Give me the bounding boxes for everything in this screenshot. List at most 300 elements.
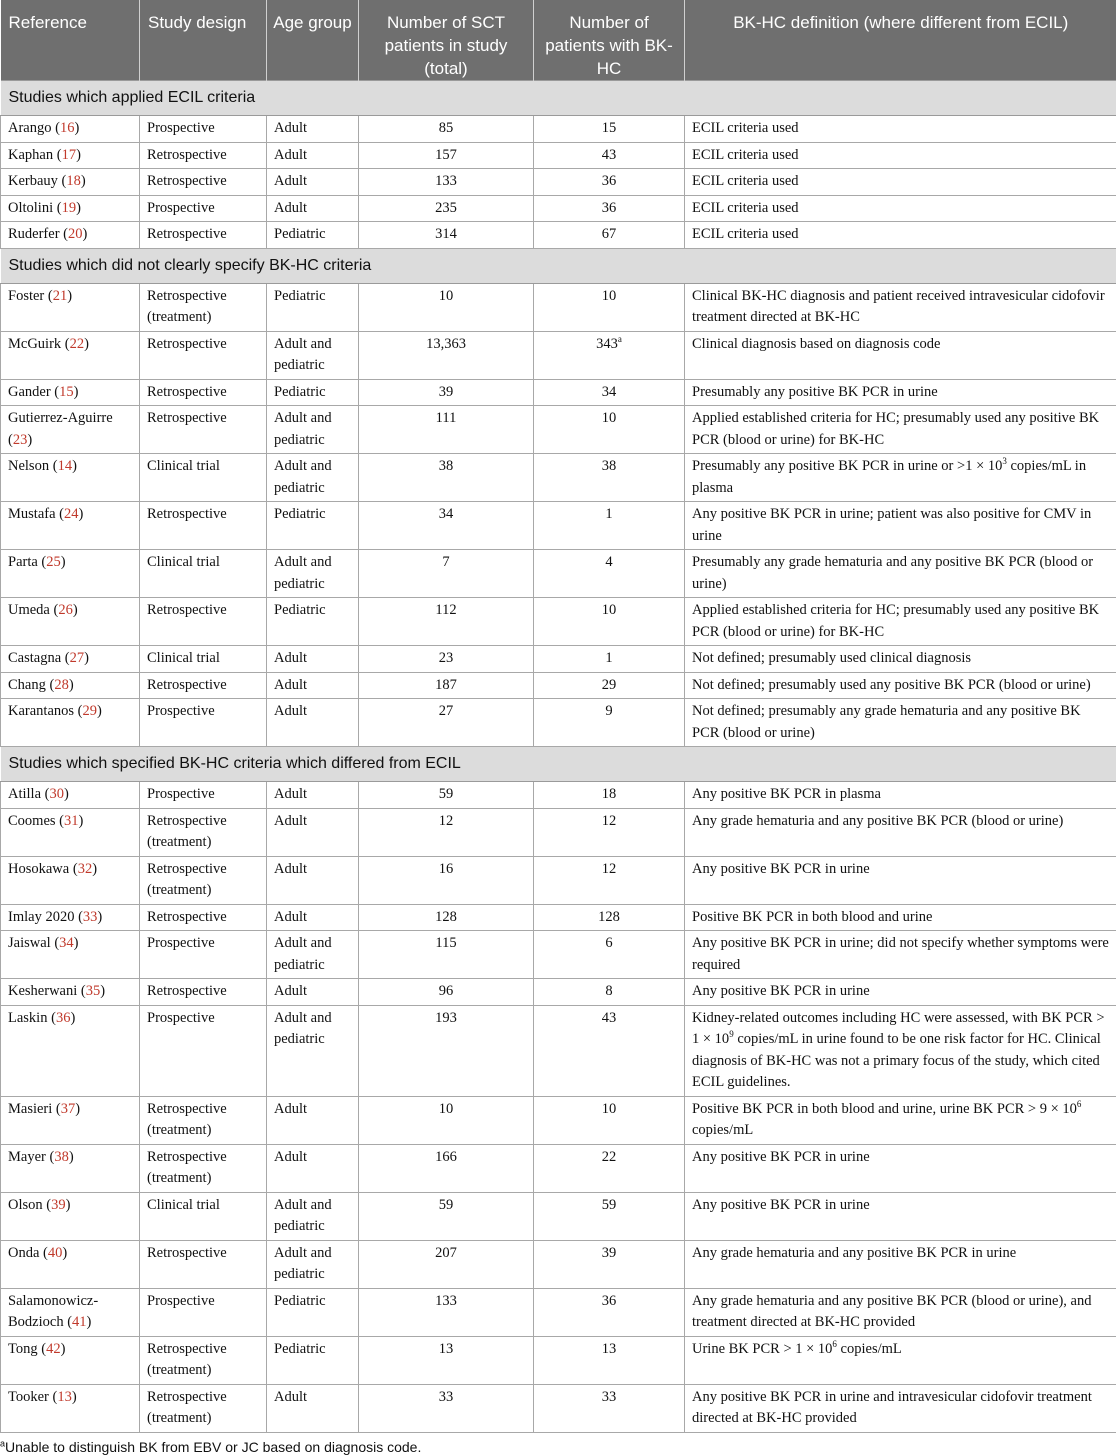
- bkhc-count: 59: [602, 1197, 617, 1213]
- bkhc-count: 34: [602, 384, 617, 400]
- reference-author: McGuirk: [8, 336, 61, 352]
- cell-total-patients: 59: [359, 1192, 534, 1240]
- cell-age-group: Pediatric: [267, 1336, 359, 1384]
- cell-bkhc-patients: [534, 1240, 685, 1288]
- cell-total-patients: 34: [359, 502, 534, 550]
- cell-total-patients: 10: [359, 283, 534, 331]
- cell-reference: Salamonowicz-Bodzioch (41): [1, 1288, 140, 1336]
- reference-author: Hosokawa: [8, 861, 69, 877]
- citation-link: 36: [56, 1010, 71, 1026]
- bkhc-count: 39: [602, 1245, 617, 1261]
- table-row: [1, 672, 1116, 699]
- bkhc-count: 36: [602, 200, 617, 216]
- cell-study-design: Retrospective (treatment): [140, 1336, 267, 1384]
- cell-reference: Foster (21): [1, 283, 140, 331]
- table-row: [1, 116, 1116, 143]
- cell-definition: [685, 283, 1116, 331]
- definition-text: Applied established criteria for HC; presumably used any positive BK PCR (blood or urine) for BK-HC: [692, 602, 1099, 640]
- definition-text: Any grade hematuria and any positive BK PCR in urine: [692, 1245, 1016, 1261]
- reference-author: Karantanos: [8, 703, 74, 719]
- cell-bkhc-patients: [534, 646, 685, 673]
- citation-link: 19: [62, 200, 77, 216]
- reference-author: Umeda: [8, 602, 50, 618]
- footnote-marker: a: [0, 1438, 5, 1448]
- cell-definition: [685, 406, 1116, 454]
- reference-author: Onda: [8, 1245, 39, 1261]
- cell-definition: [685, 1005, 1116, 1096]
- cell-bkhc-patients: [534, 856, 685, 904]
- table-body: [1, 81, 1116, 1433]
- citation-link: 27: [70, 650, 85, 666]
- cell-study-design: Prospective: [140, 931, 267, 979]
- section-header-row: [1, 248, 1116, 283]
- cell-total-patients: 13,363: [359, 331, 534, 379]
- bkhc-count: 10: [602, 410, 617, 426]
- cell-definition: [685, 379, 1116, 406]
- cell-study-design: Clinical trial: [140, 646, 267, 673]
- table-row: [1, 142, 1116, 169]
- definition-text: Presumably any positive BK PCR in urine or >1 × 10: [692, 458, 1002, 474]
- section-title: Studies which did not clearly specify BK-HC criteria: [1, 248, 1116, 283]
- cell-study-design: Prospective: [140, 782, 267, 809]
- cell-bkhc-patients: [534, 782, 685, 809]
- cell-age-group: Adult and pediatric: [267, 1005, 359, 1096]
- cell-total-patients: 166: [359, 1144, 534, 1192]
- cell-age-group: Adult: [267, 782, 359, 809]
- definition-text: copies/mL: [837, 1341, 902, 1357]
- reference-author: Castagna: [8, 650, 61, 666]
- cell-reference: Kesherwani (35): [1, 979, 140, 1006]
- cell-age-group: Adult: [267, 142, 359, 169]
- definition-text: Any positive BK PCR in urine and intravesicular cidofovir treatment directed at BK-HC provided: [692, 1389, 1092, 1427]
- cell-total-patients: 111: [359, 406, 534, 454]
- cell-bkhc-patients: [534, 904, 685, 931]
- citation-link: 14: [58, 458, 73, 474]
- table-row: [1, 1096, 1116, 1144]
- cell-bkhc-patients: [534, 1096, 685, 1144]
- reference-author: Jaiswal: [8, 935, 51, 951]
- cell-age-group: Adult: [267, 1384, 359, 1432]
- footnote-text: Unable to distinguish BK from EBV or JC based on diagnosis code.: [5, 1439, 421, 1455]
- cell-reference: Chang (28): [1, 672, 140, 699]
- cell-total-patients: 12: [359, 808, 534, 856]
- citation-link: 22: [70, 336, 85, 352]
- cell-age-group: Pediatric: [267, 502, 359, 550]
- citation-link: 15: [59, 384, 74, 400]
- cell-age-group: Adult and pediatric: [267, 931, 359, 979]
- cell-study-design: Retrospective (treatment): [140, 1384, 267, 1432]
- bkhc-count: 15: [602, 120, 617, 136]
- definition-text: ECIL criteria used: [692, 226, 799, 242]
- table-row: [1, 979, 1116, 1006]
- citation-link: 30: [50, 786, 65, 802]
- definition-text: Urine BK PCR > 1 × 10: [692, 1341, 832, 1357]
- cell-reference: McGuirk (22): [1, 331, 140, 379]
- bkhc-count: 12: [602, 813, 617, 829]
- cell-reference: Masieri (37): [1, 1096, 140, 1144]
- cell-age-group: Adult and pediatric: [267, 406, 359, 454]
- table-row: [1, 856, 1116, 904]
- cell-total-patients: 112: [359, 598, 534, 646]
- cell-reference: Tong (42): [1, 1336, 140, 1384]
- cell-total-patients: 314: [359, 222, 534, 249]
- bkhc-count: 22: [602, 1149, 617, 1165]
- cell-reference: Nelson (14): [1, 454, 140, 502]
- citation-link: 33: [83, 909, 98, 925]
- reference-author: Masieri: [8, 1101, 52, 1117]
- reference-author: Tooker: [8, 1389, 49, 1405]
- cell-study-design: Clinical trial: [140, 1192, 267, 1240]
- cell-reference: Mustafa (24): [1, 502, 140, 550]
- cell-total-patients: 10: [359, 1096, 534, 1144]
- cell-age-group: Adult: [267, 856, 359, 904]
- reference-author: Mustafa: [8, 506, 56, 522]
- exponent: 6: [1077, 1099, 1082, 1109]
- cell-bkhc-patients: [534, 222, 685, 249]
- section-title: Studies which specified BK-HC criteria which differed from ECIL: [1, 747, 1116, 782]
- cell-definition: [685, 856, 1116, 904]
- reference-author: Ruderfer: [8, 226, 60, 242]
- citation-link: 28: [54, 677, 69, 693]
- cell-age-group: Adult: [267, 195, 359, 222]
- bkhc-count: 1: [605, 506, 612, 522]
- cell-age-group: Adult: [267, 672, 359, 699]
- cell-definition: [685, 1384, 1116, 1432]
- cell-study-design: Retrospective: [140, 979, 267, 1006]
- cell-reference: Gutierrez-Aguirre (23): [1, 406, 140, 454]
- cell-bkhc-patients: [534, 195, 685, 222]
- table-header: [1, 0, 1116, 81]
- table-row: [1, 283, 1116, 331]
- cell-study-design: Prospective: [140, 195, 267, 222]
- definition-text: Clinical diagnosis based on diagnosis code: [692, 336, 940, 352]
- table-row: [1, 1336, 1116, 1384]
- cell-age-group: Adult and pediatric: [267, 454, 359, 502]
- cell-bkhc-patients: [534, 169, 685, 196]
- definition-text: ECIL criteria used: [692, 200, 799, 216]
- reference-author: Tong: [8, 1341, 38, 1357]
- cell-total-patients: 13: [359, 1336, 534, 1384]
- cell-study-design: Retrospective: [140, 142, 267, 169]
- bkhc-count: 67: [602, 226, 617, 242]
- table-row: [1, 1240, 1116, 1288]
- cell-definition: [685, 169, 1116, 196]
- cell-age-group: Adult: [267, 979, 359, 1006]
- bkhc-count: 8: [605, 983, 612, 999]
- bkhc-count: 43: [602, 147, 617, 163]
- cell-bkhc-patients: [534, 116, 685, 143]
- cell-bkhc-patients: [534, 1192, 685, 1240]
- cell-definition: [685, 142, 1116, 169]
- cell-definition: [685, 550, 1116, 598]
- table-row: [1, 1144, 1116, 1192]
- cell-reference: Arango (16): [1, 116, 140, 143]
- definition-text: copies/mL in plasma: [692, 458, 1086, 496]
- cell-age-group: Adult and pediatric: [267, 1240, 359, 1288]
- cell-definition: [685, 331, 1116, 379]
- cell-total-patients: 157: [359, 142, 534, 169]
- reference-author: Kaphan: [8, 147, 53, 163]
- cell-total-patients: 33: [359, 1384, 534, 1432]
- exponent: 6: [832, 1339, 837, 1349]
- cell-study-design: Clinical trial: [140, 550, 267, 598]
- cell-age-group: Adult: [267, 1096, 359, 1144]
- cell-total-patients: 38: [359, 454, 534, 502]
- cell-total-patients: 59: [359, 782, 534, 809]
- exponent: 9: [729, 1029, 734, 1039]
- table-row: [1, 1384, 1116, 1432]
- definition-text: Any positive BK PCR in urine; patient was also positive for CMV in urine: [692, 506, 1091, 544]
- cell-total-patients: 207: [359, 1240, 534, 1288]
- cell-age-group: Adult: [267, 169, 359, 196]
- cell-total-patients: 23: [359, 646, 534, 673]
- definition-text: Presumably any positive BK PCR in urine: [692, 384, 938, 400]
- cell-definition: [685, 782, 1116, 809]
- cell-total-patients: 96: [359, 979, 534, 1006]
- bkhc-count: 128: [598, 909, 620, 925]
- header-study-design: Study design: [140, 0, 267, 81]
- cell-age-group: Adult: [267, 904, 359, 931]
- section-header-row: [1, 81, 1116, 116]
- cell-study-design: Clinical trial: [140, 454, 267, 502]
- footnote: [0, 1433, 1116, 1455]
- header-age-group: Age group: [267, 0, 359, 81]
- definition-text: Not defined; presumably any grade hematuria and any positive BK PCR (blood or urine): [692, 703, 1081, 741]
- table-row: [1, 699, 1116, 747]
- cell-age-group: Adult: [267, 699, 359, 747]
- citation-link: 31: [64, 813, 79, 829]
- citation-link: 24: [64, 506, 79, 522]
- definition-text: Kidney-related outcomes including HC were assessed, with BK PCR > 1 × 10: [692, 1010, 1105, 1048]
- cell-definition: [685, 222, 1116, 249]
- cell-age-group: Adult: [267, 116, 359, 143]
- reference-author: Arango: [8, 120, 52, 136]
- citation-link: 39: [51, 1197, 66, 1213]
- cell-reference: Onda (40): [1, 1240, 140, 1288]
- cell-definition: [685, 1336, 1116, 1384]
- citation-link: 23: [13, 432, 28, 448]
- cell-total-patients: 133: [359, 169, 534, 196]
- cell-bkhc-patients: [534, 672, 685, 699]
- bkhc-count: 38: [602, 458, 617, 474]
- citation-link: 21: [53, 288, 68, 304]
- cell-reference: Kerbauy (18): [1, 169, 140, 196]
- reference-author: Foster: [8, 288, 44, 304]
- definition-text: Any positive BK PCR in urine: [692, 861, 870, 877]
- cell-study-design: Retrospective (treatment): [140, 856, 267, 904]
- cell-bkhc-patients: [534, 1005, 685, 1096]
- definition-text: Positive BK PCR in both blood and urine: [692, 909, 932, 925]
- cell-age-group: Adult and pediatric: [267, 550, 359, 598]
- cell-study-design: Prospective: [140, 699, 267, 747]
- citation-link: 26: [58, 602, 73, 618]
- table-row: [1, 379, 1116, 406]
- section-title: Studies which applied ECIL criteria: [1, 81, 1116, 116]
- citation-link: 13: [57, 1389, 72, 1405]
- header-reference: Reference: [1, 0, 140, 81]
- cell-bkhc-patients: [534, 979, 685, 1006]
- cell-definition: [685, 1288, 1116, 1336]
- cell-bkhc-patients: [534, 502, 685, 550]
- cell-total-patients: 133: [359, 1288, 534, 1336]
- bkhc-count: 36: [602, 173, 617, 189]
- cell-total-patients: 115: [359, 931, 534, 979]
- table-row: [1, 808, 1116, 856]
- reference-author: Oltolini: [8, 200, 53, 216]
- bkhc-count: 1: [605, 650, 612, 666]
- cell-reference: Hosokawa (32): [1, 856, 140, 904]
- cell-bkhc-patients: [534, 283, 685, 331]
- table-row: [1, 550, 1116, 598]
- definition-text: ECIL criteria used: [692, 173, 799, 189]
- cell-total-patients: 193: [359, 1005, 534, 1096]
- table-row: [1, 1005, 1116, 1096]
- cell-reference: Kaphan (17): [1, 142, 140, 169]
- cell-study-design: Retrospective: [140, 222, 267, 249]
- cell-bkhc-patients: [534, 142, 685, 169]
- cell-age-group: Pediatric: [267, 598, 359, 646]
- cell-reference: Ruderfer (20): [1, 222, 140, 249]
- cell-total-patients: 128: [359, 904, 534, 931]
- definition-text: ECIL criteria used: [692, 120, 799, 136]
- definition-text: copies/mL in urine found to be one risk factor for HC. Clinical diagnosis of BK-HC was not a primary focus of the study, which cited ECIL guidelines.: [692, 1031, 1101, 1090]
- cell-bkhc-patients: [534, 931, 685, 979]
- citation-link: 17: [62, 147, 77, 163]
- cell-study-design: Prospective: [140, 1005, 267, 1096]
- cell-total-patients: 16: [359, 856, 534, 904]
- citation-link: 35: [86, 983, 101, 999]
- cell-reference: Olson (39): [1, 1192, 140, 1240]
- cell-study-design: Prospective: [140, 116, 267, 143]
- cell-age-group: Adult and pediatric: [267, 1192, 359, 1240]
- cell-bkhc-patients: [534, 331, 685, 379]
- bkhc-count: 33: [602, 1389, 617, 1405]
- reference-author: Coomes: [8, 813, 56, 829]
- citation-link: 29: [83, 703, 98, 719]
- cell-definition: [685, 699, 1116, 747]
- cell-definition: [685, 116, 1116, 143]
- section-header-row: [1, 747, 1116, 782]
- reference-author: Kesherwani: [8, 983, 77, 999]
- cell-study-design: Retrospective (treatment): [140, 283, 267, 331]
- table-row: [1, 1288, 1116, 1336]
- reference-author: Imlay 2020: [8, 909, 74, 925]
- cell-bkhc-patients: [534, 598, 685, 646]
- cell-reference: Atilla (30): [1, 782, 140, 809]
- reference-author: Gander: [8, 384, 51, 400]
- reference-author: Atilla: [8, 786, 41, 802]
- definition-text: Any grade hematuria and any positive BK PCR (blood or urine): [692, 813, 1063, 829]
- table-row: [1, 782, 1116, 809]
- definition-text: Not defined; presumably used any positive BK PCR (blood or urine): [692, 677, 1091, 693]
- cell-bkhc-patients: [534, 550, 685, 598]
- cell-reference: Oltolini (19): [1, 195, 140, 222]
- cell-study-design: Retrospective: [140, 169, 267, 196]
- bkhc-count: 12: [602, 861, 617, 877]
- cell-bkhc-patients: [534, 699, 685, 747]
- cell-definition: [685, 904, 1116, 931]
- citation-link: 40: [48, 1245, 63, 1261]
- reference-author: Salamonowicz-Bodzioch: [8, 1293, 98, 1331]
- bkhc-count: 9: [605, 703, 612, 719]
- cell-age-group: Adult: [267, 1144, 359, 1192]
- cell-study-design: Retrospective (treatment): [140, 1144, 267, 1192]
- reference-author: Laskin: [8, 1010, 47, 1026]
- table-row: [1, 454, 1116, 502]
- definition-text: Clinical BK-HC diagnosis and patient received intravesicular cidofovir treatment directed at BK-HC: [692, 288, 1105, 326]
- cell-age-group: Pediatric: [267, 379, 359, 406]
- citation-link: 18: [66, 173, 81, 189]
- cell-total-patients: 7: [359, 550, 534, 598]
- cell-study-design: Retrospective: [140, 904, 267, 931]
- cell-definition: [685, 979, 1116, 1006]
- cell-definition: [685, 1096, 1116, 1144]
- bkhc-count: 4: [605, 554, 612, 570]
- cell-reference: Coomes (31): [1, 808, 140, 856]
- cell-bkhc-patients: [534, 1336, 685, 1384]
- cell-study-design: Retrospective (treatment): [140, 808, 267, 856]
- cell-definition: [685, 1240, 1116, 1288]
- table-row: [1, 169, 1116, 196]
- cell-age-group: Pediatric: [267, 283, 359, 331]
- cell-reference: Castagna (27): [1, 646, 140, 673]
- citation-link: 42: [46, 1341, 61, 1357]
- reference-author: Olson: [8, 1197, 43, 1213]
- reference-author: Mayer: [8, 1149, 46, 1165]
- exponent: 3: [1002, 456, 1007, 466]
- cell-age-group: Pediatric: [267, 1288, 359, 1336]
- citation-link: 32: [78, 861, 93, 877]
- cell-definition: [685, 1192, 1116, 1240]
- cell-reference: Umeda (26): [1, 598, 140, 646]
- header-definition: BK-HC definition (where different from ECIL): [685, 0, 1116, 81]
- cell-definition: [685, 646, 1116, 673]
- cell-total-patients: 85: [359, 116, 534, 143]
- cell-reference: Karantanos (29): [1, 699, 140, 747]
- cell-reference: Gander (15): [1, 379, 140, 406]
- header-total-patients: Number of SCT patients in study (total): [359, 0, 534, 81]
- cell-definition: [685, 502, 1116, 550]
- header-bkhc-patients: Number of patients with BK-HC: [534, 0, 685, 81]
- definition-text: Presumably any grade hematuria and any positive BK PCR (blood or urine): [692, 554, 1093, 592]
- cell-age-group: Adult: [267, 646, 359, 673]
- bkhc-count: 18: [602, 786, 617, 802]
- cell-bkhc-patients: [534, 454, 685, 502]
- definition-text: Any positive BK PCR in urine; did not specify whether symptoms were required: [692, 935, 1109, 973]
- cell-total-patients: 235: [359, 195, 534, 222]
- table-row: [1, 931, 1116, 979]
- footnote-marker: a: [618, 334, 622, 344]
- cell-total-patients: 187: [359, 672, 534, 699]
- cell-definition: [685, 454, 1116, 502]
- definition-text: Any positive BK PCR in urine: [692, 1197, 870, 1213]
- cell-reference: Mayer (38): [1, 1144, 140, 1192]
- definition-text: Any positive BK PCR in urine: [692, 983, 870, 999]
- definition-text: copies/mL: [692, 1122, 753, 1138]
- cell-reference: Laskin (36): [1, 1005, 140, 1096]
- bkhc-count: 343: [596, 336, 618, 352]
- bkhc-count: 6: [605, 935, 612, 951]
- cell-age-group: Pediatric: [267, 222, 359, 249]
- cell-bkhc-patients: [534, 406, 685, 454]
- definition-text: ECIL criteria used: [692, 147, 799, 163]
- citation-link: 16: [60, 120, 75, 136]
- cell-total-patients: 39: [359, 379, 534, 406]
- cell-bkhc-patients: [534, 1288, 685, 1336]
- reference-author: Parta: [8, 554, 38, 570]
- bkhc-count: 43: [602, 1010, 617, 1026]
- table-row: [1, 598, 1116, 646]
